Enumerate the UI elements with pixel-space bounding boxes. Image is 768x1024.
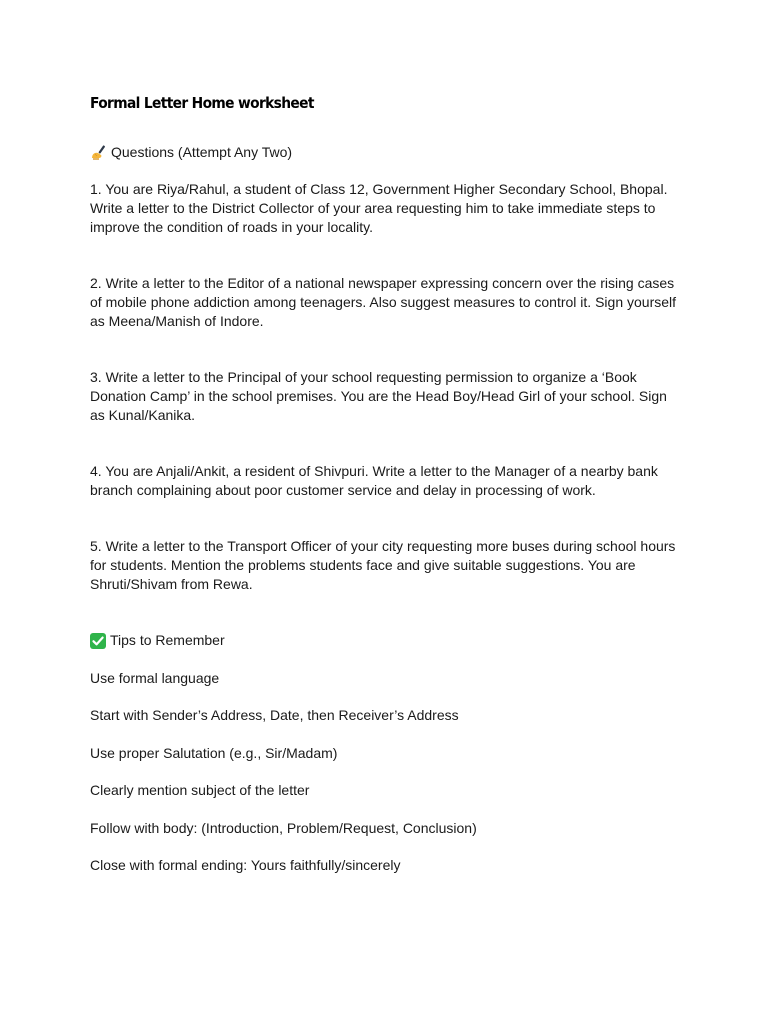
- tip-item: Close with formal ending: Yours faithfully/sincerely: [90, 857, 401, 873]
- question-4: 4. You are Anjali/Ankit, a resident of Shivpuri. Write a letter to the Manager of a nearby bank branch complaining about poor customer service and delay in processing of work.: [90, 463, 658, 498]
- tip-item: Clearly mention subject of the letter: [90, 782, 310, 798]
- writing-hand-icon: [90, 144, 107, 161]
- tip-item: Start with Sender’s Address, Date, then Receiver’s Address: [90, 707, 459, 723]
- questions-heading-text: Questions (Attempt Any Two): [111, 144, 293, 160]
- tips-heading-text: Tips to Remember: [110, 632, 225, 648]
- question-5: 5. Write a letter to the Transport Officer of your city requesting more buses during school hours for students. Mention the problems students face and give suitable suggestions. You are Shruti/Shivam from Rewa.: [90, 538, 676, 592]
- tip-item: Follow with body: (Introduction, Problem/Request, Conclusion): [90, 820, 477, 836]
- question-2: 2. Write a letter to the Editor of a national newspaper expressing concern over the rising cases of mobile phone addiction among teenagers. Also suggest measures to control it. Sign yourself as Meena/Manish of Indore.: [90, 275, 677, 329]
- questions-heading: [90, 143, 292, 162]
- question-1: 1. You are Riya/Rahul, a student of Class 12, Government Higher Secondary School, Bhopal. Write a letter to the District Collector of your area requesting him to take immediate steps to improve the condition of roads in your locality.: [90, 181, 668, 235]
- tips-heading: [90, 631, 225, 650]
- tip-item: Use proper Salutation (e.g., Sir/Madam): [90, 745, 338, 761]
- question-3: 3. Write a letter to the Principal of your school requesting permission to organize a ‘Book Donation Camp’ in the school premises. You are the Head Boy/Head Girl of your school. Sign as Kunal/Kanika.: [90, 369, 667, 423]
- document-title: Formal Letter Home worksheet: [90, 94, 314, 112]
- check-mark-icon: [90, 633, 106, 649]
- tip-item: Use formal language: [90, 670, 220, 686]
